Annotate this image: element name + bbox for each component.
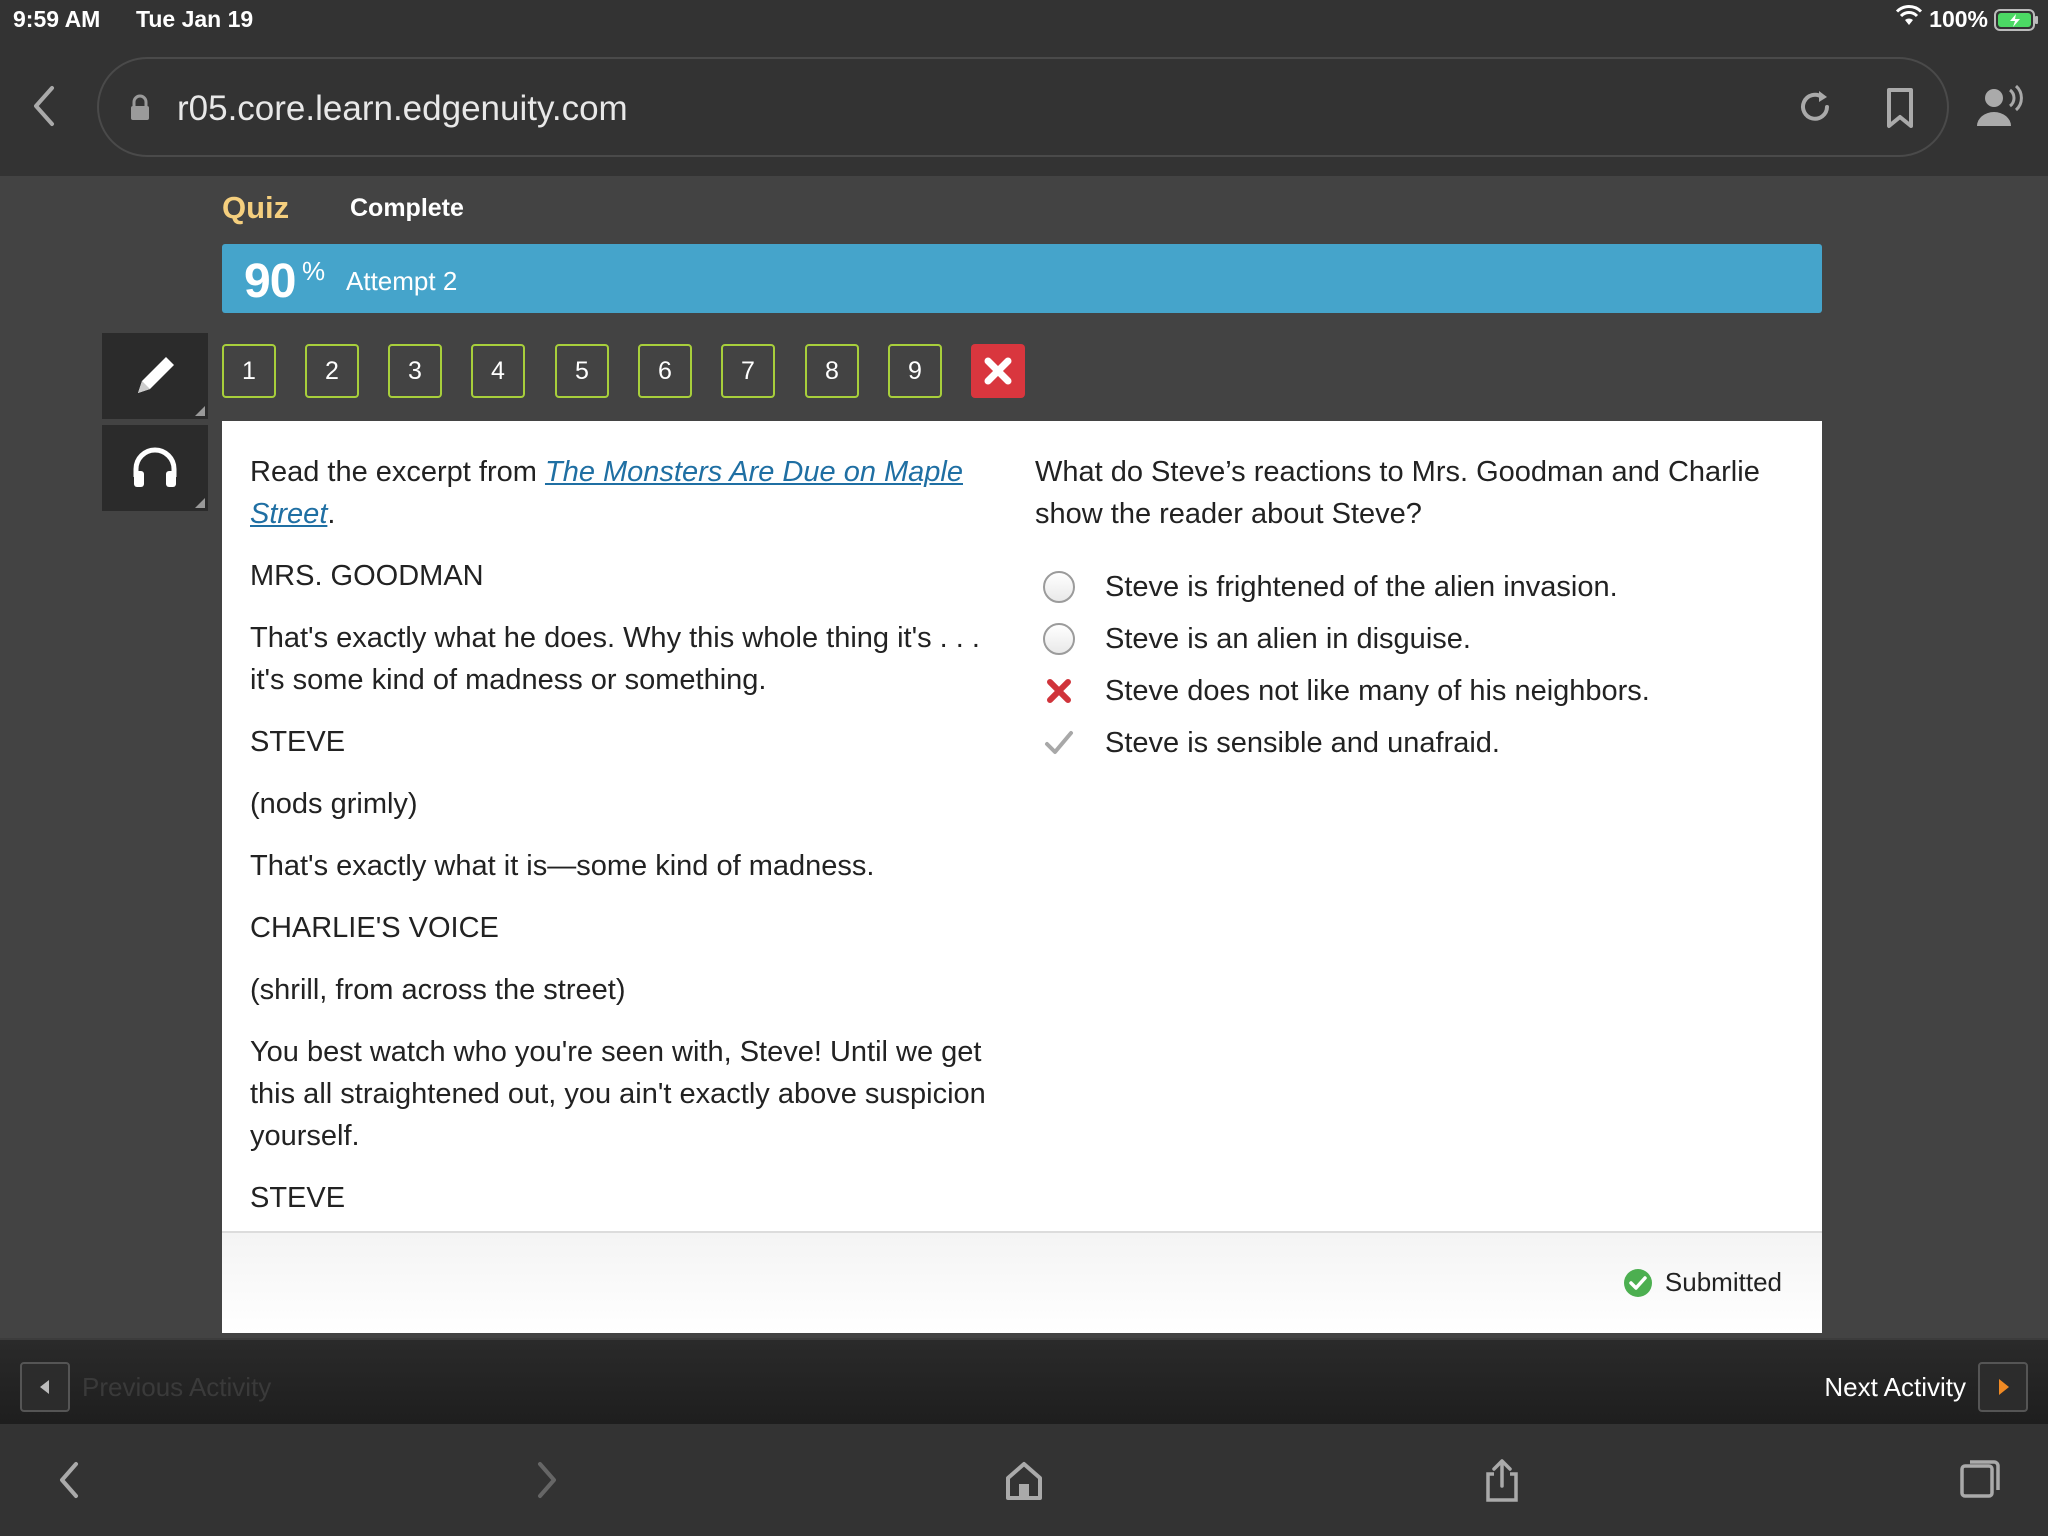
browser-back-icon[interactable] — [30, 84, 58, 133]
submitted-label: Submitted — [1664, 1267, 1782, 1297]
answer-choice[interactable] — [1035, 719, 1775, 771]
url-text: r05.core.learn.edgenuity.com — [177, 89, 628, 128]
audio-tool-button[interactable] — [102, 425, 208, 511]
speaker-person-icon[interactable] — [1974, 84, 2026, 135]
passage-line: (shrill, from across the street) — [250, 974, 626, 1006]
question-panel — [222, 421, 1822, 1297]
activity-navigation-bar — [0, 1338, 2048, 1424]
reload-icon[interactable] — [1795, 87, 1835, 132]
passage-line: (nods grimly) — [250, 788, 418, 820]
question-area — [1035, 451, 1775, 771]
previous-activity-label[interactable]: Previous Activity — [82, 1372, 272, 1402]
radio-button[interactable] — [1043, 623, 1075, 655]
dropdown-corner — [195, 406, 205, 416]
answer-label: Steve does not like many of his neighbors. — [1105, 675, 1650, 707]
answer-label: Steve is sensible and unafraid. — [1105, 727, 1500, 759]
question-10-incorrect-button[interactable] — [971, 344, 1025, 398]
score-unit: % — [302, 256, 326, 286]
passage-line: STEVE — [250, 1182, 346, 1214]
question-6-button[interactable]: 6 — [638, 344, 692, 398]
correct-check-icon — [1043, 727, 1075, 759]
battery-percent: 100% — [1929, 5, 1988, 32]
question-1-button[interactable]: 1 — [222, 344, 276, 398]
previous-activity-button[interactable] — [20, 1362, 70, 1412]
passage-title-link[interactable]: The Monsters Are Due on Maple Street — [250, 456, 963, 530]
passage-line: That's exactly what it is—some kind of madness. — [250, 850, 875, 882]
x-icon — [971, 344, 1025, 398]
lock-icon — [129, 94, 151, 127]
passage-line: CHARLIE'S VOICE — [250, 912, 499, 944]
answer-label: Steve is an alien in disguise. — [1105, 623, 1471, 655]
tabs-icon[interactable] — [1958, 1458, 2002, 1507]
passage-intro-end: . — [327, 498, 336, 530]
pencil-icon — [128, 349, 182, 403]
headphones-icon — [128, 441, 182, 495]
passage-intro-text: Read the excerpt from — [250, 456, 545, 488]
next-activity-button[interactable] — [1978, 1362, 2028, 1412]
reading-passage — [250, 451, 1000, 1239]
status-right — [1895, 5, 2038, 33]
question-4-button[interactable]: 4 — [471, 344, 525, 398]
question-8-button[interactable]: 8 — [805, 344, 859, 398]
answer-choice[interactable] — [1035, 667, 1775, 719]
panel-footer — [222, 1231, 1822, 1333]
url-field[interactable] — [97, 57, 1949, 157]
passage-intro — [250, 451, 1000, 535]
answer-choice[interactable] — [1035, 563, 1775, 615]
pencil-tool-button[interactable] — [102, 333, 208, 419]
score-value: 90 — [244, 255, 296, 308]
score-banner — [222, 244, 1822, 313]
incorrect-x-icon — [1043, 675, 1075, 707]
bookmark-icon[interactable] — [1883, 87, 1917, 134]
submitted-status — [1623, 1267, 1782, 1298]
attempt-label: Attempt 2 — [346, 266, 458, 296]
question-prompt: What do Steve’s reactions to Mrs. Goodman and Charlie show the reader about Steve? — [1035, 456, 1760, 530]
question-9-button[interactable]: 9 — [888, 344, 942, 398]
home-icon[interactable] — [1004, 1458, 1044, 1507]
caret-left-icon — [22, 1364, 68, 1410]
status-time: 9:59 AM — [13, 6, 101, 32]
share-icon[interactable] — [1482, 1458, 1522, 1509]
question-2-button[interactable]: 2 — [305, 344, 359, 398]
status-bar — [0, 0, 2048, 40]
passage-line: STEVE — [250, 726, 346, 758]
passage-line: You best watch who you're seen with, Steve! Until we get this all straightened out, you ain't exactly above suspicion yourself. — [250, 1036, 986, 1152]
next-activity-label[interactable]: Next Activity — [1824, 1372, 1966, 1402]
answer-label: Steve is frightened of the alien invasion. — [1105, 571, 1618, 603]
answer-choice[interactable] — [1035, 615, 1775, 667]
wifi-icon — [1895, 5, 1923, 33]
browser-toolbar — [0, 1424, 2048, 1536]
radio-button[interactable] — [1043, 571, 1075, 603]
passage-line: That's exactly what he does. Why this whole thing it's . . . it's some kind of madness or something. — [250, 622, 980, 696]
question-5-button[interactable]: 5 — [555, 344, 609, 398]
caret-right-icon — [1980, 1364, 2026, 1410]
passage-line: MRS. GOODMAN — [250, 560, 484, 592]
status-date: Tue Jan 19 — [136, 6, 254, 32]
check-circle-icon — [1623, 1268, 1653, 1298]
forward-arrow-icon[interactable] — [534, 1458, 560, 1507]
question-3-button[interactable]: 3 — [388, 344, 442, 398]
quiz-status: Complete — [350, 194, 464, 222]
question-7-button[interactable]: 7 — [721, 344, 775, 398]
back-arrow-icon[interactable] — [56, 1458, 82, 1507]
quiz-label: Quiz — [222, 190, 290, 225]
battery-icon — [1994, 8, 2038, 30]
dropdown-corner — [195, 498, 205, 508]
browser-address-bar — [0, 40, 2048, 176]
